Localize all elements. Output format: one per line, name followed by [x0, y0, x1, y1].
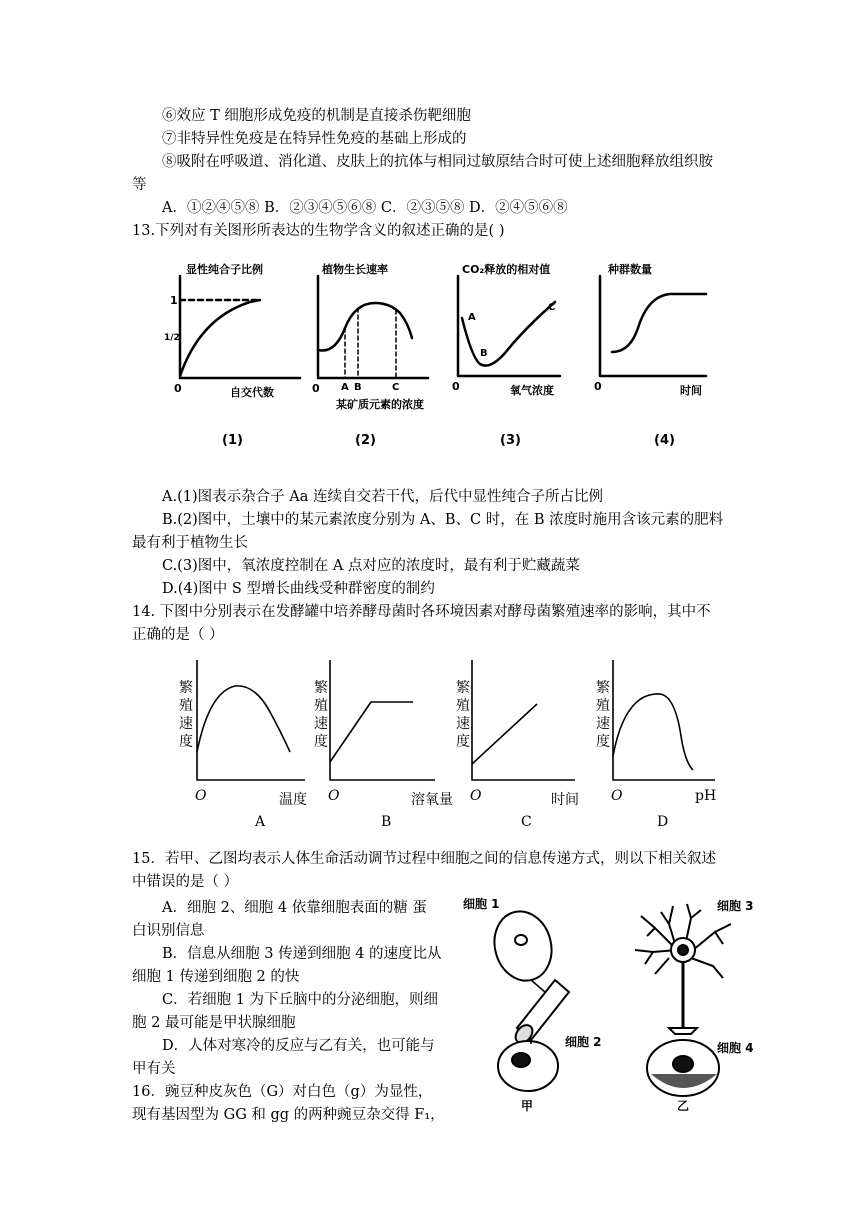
g4-ylabel: 种群数量	[608, 263, 652, 276]
g3-xlabel: 氧气浓度	[510, 384, 554, 397]
g4-curve	[612, 294, 706, 352]
q15-option-b-cont: 细胞 1 传递到细胞 2 的快	[132, 969, 300, 985]
cell-2	[498, 1041, 558, 1091]
cell-3-nucleus	[678, 945, 688, 955]
g2-number: (2)	[355, 433, 376, 448]
yi-label: 乙	[677, 1099, 690, 1113]
gA-ylabel-3: 速	[179, 716, 193, 732]
g1-origin: 0	[174, 382, 182, 395]
q14-stem: 14. 下图中分别表示在发酵罐中培养酵母菌时各环境因素对酵母菌繁殖速率的影响，其中不	[132, 604, 711, 620]
cell-1	[487, 905, 559, 987]
q12-statement-6: ⑥效应 T 细胞形成免疫的机制是直接杀伤靶细胞	[162, 108, 471, 124]
g1-number: (1)	[222, 433, 243, 448]
gA-xlabel: 温度	[279, 792, 307, 808]
q13-option-c: C.(3)图中，氧浓度控制在 A 点对应的浓度时，最有利于贮藏蔬菜	[162, 558, 580, 574]
g1-axes	[180, 276, 300, 378]
gD-origin: O	[611, 788, 623, 804]
gB-ylabel-1: 繁	[314, 680, 328, 696]
q15-option-c-cont: 胞 2 最可能是甲状腺细胞	[132, 1015, 296, 1031]
q12-statement-8-cont: 等	[132, 177, 147, 193]
gA-axes	[197, 660, 305, 780]
gA-ylabel-2: 殖	[179, 698, 193, 714]
gC-axes	[472, 660, 575, 780]
q12-options: A．①②④⑤⑧ B．②③④⑤⑥⑧ C．②③⑤⑧ D．②④⑤⑥⑧	[162, 200, 568, 216]
g2-origin: 0	[312, 382, 320, 395]
gB-axes	[330, 660, 435, 780]
g3-number: (3)	[500, 433, 521, 448]
g3-point-b: B	[480, 348, 488, 359]
g3-origin: 0	[452, 380, 460, 393]
gC-curve	[472, 704, 537, 764]
g4-origin: 0	[594, 380, 602, 393]
cell-1-label: 细胞 1	[463, 897, 500, 911]
g4-xlabel: 时间	[680, 384, 702, 397]
q14-figure	[175, 652, 735, 832]
gB-ylabel-4: 度	[314, 734, 328, 750]
gD-curve	[613, 694, 693, 770]
g2-curve	[318, 303, 412, 351]
gA-letter: A	[255, 814, 266, 830]
cell-4-nucleus	[673, 1056, 693, 1072]
q16-line-2: 现有基因型为 GG 和 gg 的两种豌豆杂交得 F₁，	[132, 1107, 445, 1123]
g3-point-a: A	[468, 312, 476, 323]
cell-4-label: 细胞 4	[717, 1041, 754, 1055]
q15-option-a: A．细胞 2、细胞 4 依靠细胞表面的糖 蛋	[162, 900, 427, 916]
gB-xlabel: 溶氧量	[411, 792, 453, 808]
gC-xlabel: 时间	[551, 792, 579, 808]
gC-origin: O	[470, 788, 482, 804]
gC-ylabel-1: 繁	[456, 680, 470, 696]
q15-option-a-cont: 白识别信息	[132, 923, 205, 939]
g3-point-c: C	[548, 302, 556, 313]
gD-ylabel-4: 度	[596, 734, 610, 750]
gC-ylabel-3: 速	[456, 716, 470, 732]
cell-2-label: 细胞 2	[565, 1035, 602, 1049]
q13-figure	[160, 258, 720, 458]
g3-curve	[462, 302, 555, 366]
gB-ylabel-3: 速	[314, 716, 328, 732]
gD-ylabel-3: 速	[596, 716, 610, 732]
gA-ylabel-4: 度	[179, 734, 193, 750]
gD-axes	[613, 660, 715, 780]
g2-axes	[318, 276, 428, 378]
q15-option-b: B．信息从细胞 3 传递到细胞 4 的速度比从	[162, 946, 442, 962]
g2-point-c: C	[392, 382, 400, 393]
g3-axes	[458, 276, 560, 376]
q13-option-b-cont: 最有利于植物生长	[132, 535, 248, 551]
g1-xlabel: 自交代数	[230, 386, 274, 399]
gA-curve	[197, 686, 290, 752]
g4-axes	[600, 276, 706, 376]
gB-letter: B	[381, 814, 392, 830]
jia-label: 甲	[521, 1099, 534, 1113]
gB-ylabel-2: 殖	[314, 698, 328, 714]
gD-xlabel: pH	[695, 788, 717, 804]
q13-stem: 13.下列对有关图形所表达的生物学含义的叙述正确的是( )	[132, 223, 505, 239]
g2-point-a: A	[341, 382, 349, 393]
g2-xlabel: 某矿质元素的浓度	[336, 398, 424, 411]
g1-curve	[180, 300, 260, 376]
g1-tick-half: 1/2	[164, 333, 180, 343]
cell-2-nucleus	[512, 1053, 530, 1067]
gA-origin: O	[195, 788, 207, 804]
q12-statement-8: ⑧吸附在呼吸道、消化道、皮肤上的抗体与相同过敏原结合时可使上述细胞释放组织胺	[162, 154, 713, 170]
g2-ylabel: 植物生长速率	[322, 263, 388, 276]
g4-number: (4)	[654, 433, 675, 448]
gB-curve	[330, 702, 413, 762]
cell-1-nucleus	[515, 935, 527, 945]
gC-ylabel-4: 度	[456, 734, 470, 750]
q15-option-c: C．若细胞 1 为下丘脑中的分泌细胞，则细	[162, 992, 439, 1008]
cell-signaling-figure	[455, 888, 775, 1118]
gD-ylabel-1: 繁	[596, 680, 610, 696]
gD-letter: D	[657, 814, 669, 830]
q12-statement-7: ⑦非特异性免疫是在特异性免疫的基础上形成的	[162, 131, 467, 147]
gB-origin: O	[328, 788, 340, 804]
gA-ylabel-1: 繁	[179, 680, 193, 696]
gC-letter: C	[521, 814, 532, 830]
gC-ylabel-2: 殖	[456, 698, 470, 714]
gD-ylabel-2: 殖	[596, 698, 610, 714]
q15-option-d: D．人体对寒冷的反应与乙有关，也可能与	[162, 1038, 435, 1054]
g1-tick-one: 1	[170, 294, 178, 307]
g1-ylabel: 显性纯合子比例	[186, 263, 263, 276]
q13-option-d: D.(4)图中 S 型增长曲线受种群密度的制约	[162, 581, 435, 597]
q15-option-d-cont: 甲有关	[132, 1061, 176, 1077]
q13-option-b: B.(2)图中，土壤中的某元素浓度分别为 A、B、C 时，在 B 浓度时施用含该元素的肥料	[162, 512, 724, 528]
g2-point-b: B	[354, 382, 362, 393]
q15-stem: 15．若甲、乙图均表示人体生命活动调节过程中细胞之间的信息传递方式，则以下相关叙述	[132, 851, 716, 867]
cell-3-label: 细胞 3	[717, 899, 754, 913]
q14-stem-cont: 正确的是（ ）	[132, 627, 224, 643]
q15-stem-cont: 中错误的是（ ）	[132, 874, 239, 890]
q16-line-1: 16．豌豆种皮灰色（G）对白色（g）为显性，	[132, 1084, 433, 1100]
g3-ylabel: CO₂释放的相对值	[462, 263, 551, 276]
q13-option-a: A.(1)图表示杂合子 Aa 连续自交若干代，后代中显性纯合子所占比例	[162, 489, 603, 505]
